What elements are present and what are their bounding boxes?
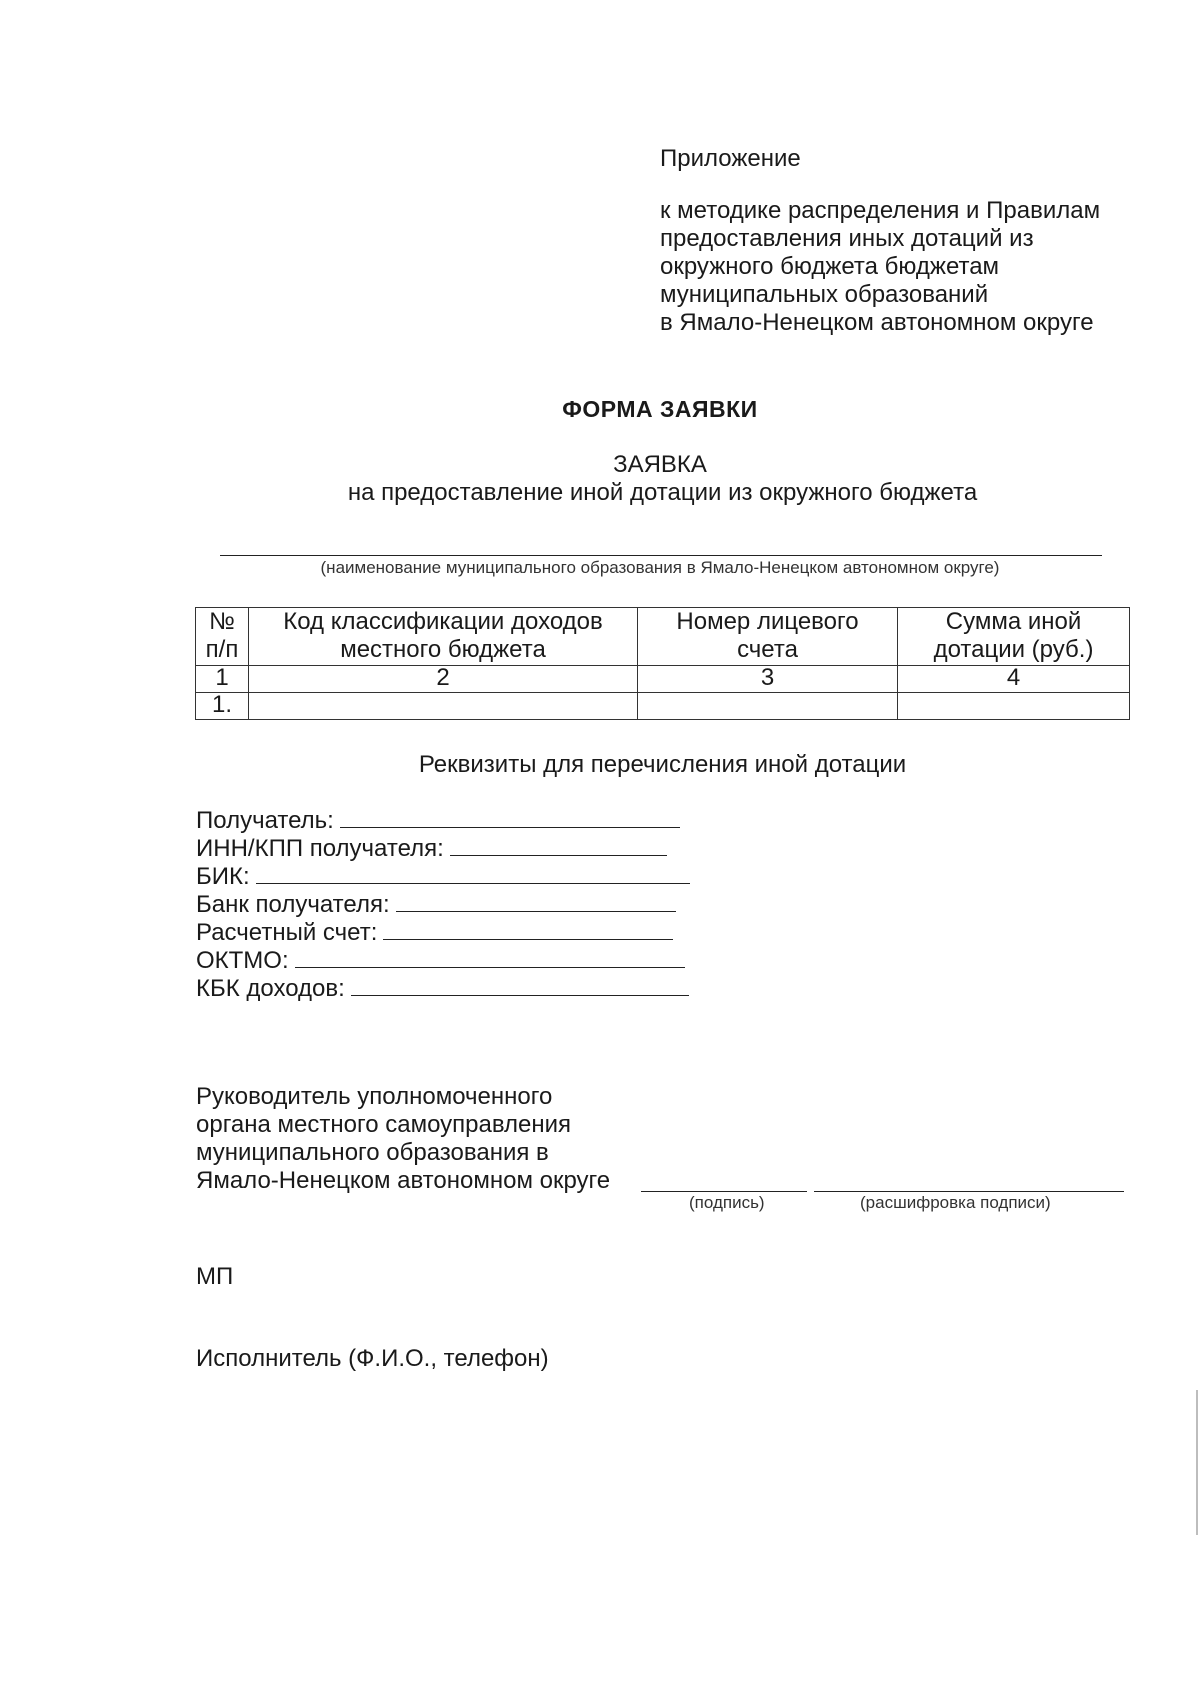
- header-text: п/п: [205, 636, 239, 663]
- application-table: [195, 607, 1130, 720]
- signature-line[interactable]: [641, 1191, 807, 1192]
- header-cell-account: [638, 608, 898, 666]
- head-signatory-block: [196, 1083, 610, 1195]
- table-row: [196, 693, 1130, 720]
- code-input-cell[interactable]: [249, 693, 638, 720]
- header-cell-code: [249, 608, 638, 666]
- header-cell-amount: [898, 608, 1130, 666]
- header-text: №: [209, 608, 235, 635]
- table-header-row: [196, 608, 1130, 666]
- appendix-line: предоставления иных дотаций из: [660, 225, 1034, 252]
- amount-input-cell[interactable]: [898, 693, 1130, 720]
- application-subtitle: на предоставление иной дотации из окружного бюджета: [347, 479, 978, 506]
- municipality-name-line[interactable]: [220, 555, 1102, 556]
- appendix-line: окружного бюджета бюджетам: [660, 253, 1000, 280]
- scan-edge-mark: [1196, 1390, 1198, 1535]
- column-number-cell: 3: [638, 666, 898, 693]
- head-line: муниципального образования в: [196, 1139, 549, 1166]
- kbk-input-line[interactable]: [351, 975, 689, 996]
- column-number-row: [196, 666, 1130, 693]
- signature-decode-line[interactable]: [814, 1191, 1124, 1192]
- oktmo-input-line[interactable]: [295, 947, 685, 968]
- appendix-line: к методике распределения и Правилам: [660, 197, 1101, 224]
- signature-caption: (подпись): [689, 1193, 765, 1212]
- settlement-account-field: [196, 919, 690, 947]
- bik-input-line[interactable]: [256, 863, 690, 884]
- header-text: счета: [737, 636, 798, 663]
- header-text: Номер лицевого: [676, 608, 859, 635]
- header-text: Код классификации доходов: [283, 608, 603, 635]
- head-line: Ямало-Ненецком автономном округе: [196, 1167, 611, 1194]
- header-cell-number: [196, 608, 249, 666]
- bank-field: [196, 891, 690, 919]
- head-line: органа местного самоуправления: [196, 1111, 572, 1138]
- recipient-field: [196, 807, 690, 835]
- column-number-cell: 1: [196, 666, 249, 693]
- appendix-block: [660, 145, 1100, 337]
- application-title: ЗАЯВКА: [613, 451, 707, 478]
- appendix-line: в Ямало-Ненецком автономном округе: [660, 309, 1094, 336]
- account-input-cell[interactable]: [638, 693, 898, 720]
- appendix-line: муниципальных образований: [660, 281, 989, 308]
- municipality-caption: (наименование муниципального образования в Ямало-Ненецком автономном округе): [320, 558, 1000, 577]
- form-title: ФОРМА ЗАЯВКИ: [562, 396, 758, 422]
- bik-field: [196, 863, 690, 891]
- bank-input-line[interactable]: [396, 891, 676, 912]
- header-text: дотации (руб.): [933, 636, 1094, 663]
- header-text: Сумма иной: [945, 608, 1082, 635]
- oktmo-field: [196, 947, 690, 975]
- stamp-place: МП: [196, 1263, 234, 1290]
- settlement-account-input-line[interactable]: [383, 919, 673, 940]
- field-label: БИК:: [196, 863, 250, 890]
- kbk-field: [196, 975, 690, 1003]
- inn-kpp-field: [196, 835, 690, 863]
- header-text: местного бюджета: [340, 636, 546, 663]
- column-number-cell: 2: [249, 666, 638, 693]
- signature-decode-caption: (расшифровка подписи): [860, 1193, 1051, 1212]
- head-line: Руководитель уполномоченного: [196, 1083, 553, 1110]
- field-label: Получатель:: [196, 807, 334, 834]
- recipient-input-line[interactable]: [340, 807, 680, 828]
- column-number-cell: 4: [898, 666, 1130, 693]
- field-label: Расчетный счет:: [196, 919, 378, 946]
- inn-kpp-input-line[interactable]: [450, 835, 667, 856]
- requisites-title: Реквизиты для перечисления иной дотации: [418, 751, 907, 778]
- requisites-fields: [196, 807, 690, 1003]
- row-number-cell: 1.: [196, 693, 249, 720]
- field-label: ИНН/КПП получателя:: [196, 835, 444, 862]
- appendix-title: Приложение: [660, 145, 801, 172]
- field-label: КБК доходов:: [196, 975, 345, 1002]
- field-label: Банк получателя:: [196, 891, 390, 918]
- executor-line: Исполнитель (Ф.И.О., телефон): [196, 1345, 549, 1372]
- field-label: ОКТМО:: [196, 947, 289, 974]
